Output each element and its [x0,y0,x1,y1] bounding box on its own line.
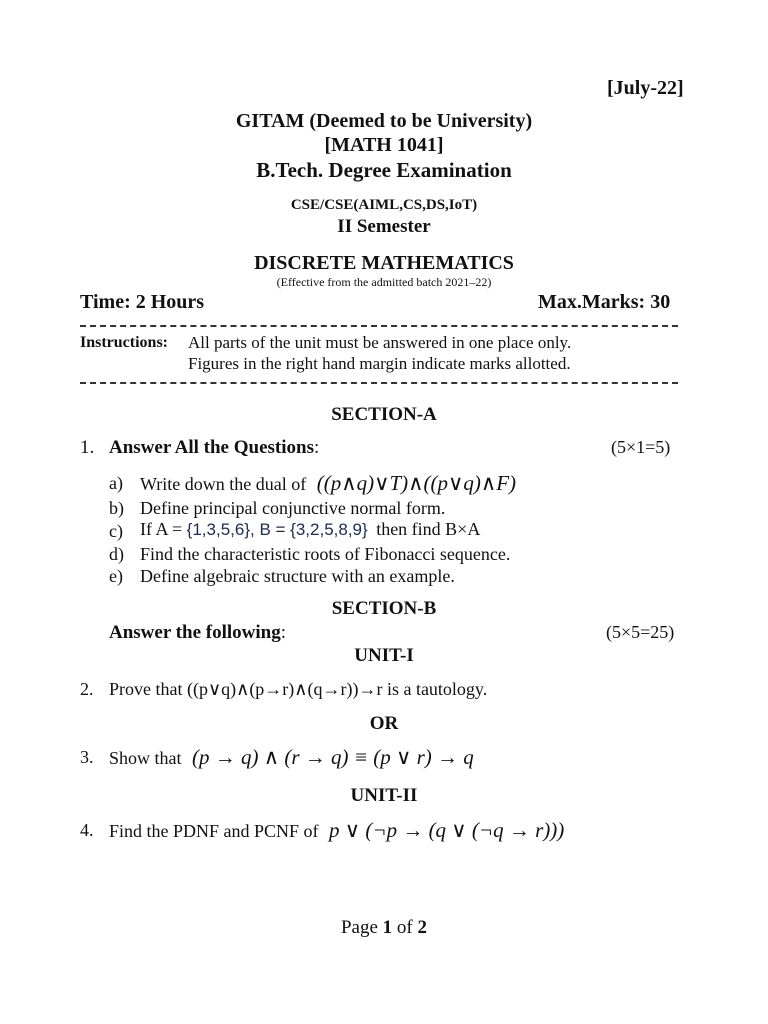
page-of: of [396,917,413,938]
question-4-number: 4. [80,820,94,840]
item-e-text: Define algebraic structure with an example. [140,566,455,586]
item-a-formula: ((p∧q)∨T)∧((p∨q)∧F) [316,471,517,495]
question-4-text: Find the PDNF and PCNF of [109,821,319,841]
item-a-text: Write down the dual of [140,474,307,494]
item-b-label: b) [109,498,124,518]
item-d-label: d) [109,544,124,564]
branches: CSE/CSE(AIML,CS,DS,IoT) [290,197,478,213]
university-name: GITAM (Deemed to be University) [235,110,533,132]
batch-note: (Effective from the admitted batch 2021–22) [276,275,492,289]
semester: II Semester [337,216,431,237]
unit-1-title: UNIT-I [354,645,414,666]
item-c [140,519,480,540]
divider-top [80,325,678,327]
section-b-heading-text: Answer the following [109,622,281,643]
section-b-title: SECTION-B [331,598,437,619]
question-1-heading-colon: : [313,437,320,458]
question-2-number: 2. [80,679,94,699]
question-3-number: 3. [80,747,94,767]
item-c-text-before: If A = [140,519,183,539]
section-a-marks: (5×1=5) [611,437,671,457]
max-marks: Max.Marks: 30 [538,291,671,313]
item-c-sets: {1,3,5,6}, B = {3,2,5,8,9} [186,520,368,539]
question-1-heading [109,437,319,459]
question-1-heading-text: Answer All the Questions [109,437,314,458]
or-separator: OR [369,713,399,734]
instructions-line-1: All parts of the unit must be answered in one place only. [188,333,572,352]
question-4 [109,818,564,843]
exam-date: [July-22] [607,77,684,99]
item-b-text: Define principal conjunctive normal form. [140,498,446,518]
divider-bottom [80,382,678,384]
page-prefix: Page [340,917,378,938]
subject-title: DISCRETE MATHEMATICS [254,252,514,274]
section-b-heading [109,622,286,644]
section-b-marks: (5×5=25) [606,622,675,642]
instructions-label: Instructions: [80,334,169,351]
exam-title: B.Tech. Degree Examination [256,158,512,182]
section-a-title: SECTION-A [331,404,437,425]
section-b-heading-colon: : [280,622,286,643]
item-c-text-after: then find B×A [376,519,481,539]
page-current: 1 [382,917,393,938]
question-2-text: Prove that ((p∨q)∧(p→r)∧(q→r))→r is a tautology. [109,679,488,699]
question-4-formula: p ∨ (¬p → (q ∨ (¬q → r))) [329,818,565,842]
question-3-text: Show that [109,748,182,768]
item-e-label: e) [109,566,123,586]
course-code: [MATH 1041] [324,134,444,156]
exam-duration: Time: 2 Hours [80,291,205,313]
item-c-label: c) [109,521,123,541]
page-total: 2 [417,917,427,938]
item-a [140,471,516,496]
item-d-text: Find the characteristic roots of Fibonacci sequence. [140,544,511,564]
item-a-label: a) [109,473,123,493]
question-1-number: 1. [80,437,95,458]
question-3-formula: (p → q) ∧ (r → q) ≡ (p ∨ r) → q [192,745,474,769]
instructions-line-2: Figures in the right hand margin indicate marks allotted. [188,354,571,373]
page-number [0,917,768,939]
unit-2-title: UNIT-II [350,785,418,806]
question-3 [109,745,474,770]
